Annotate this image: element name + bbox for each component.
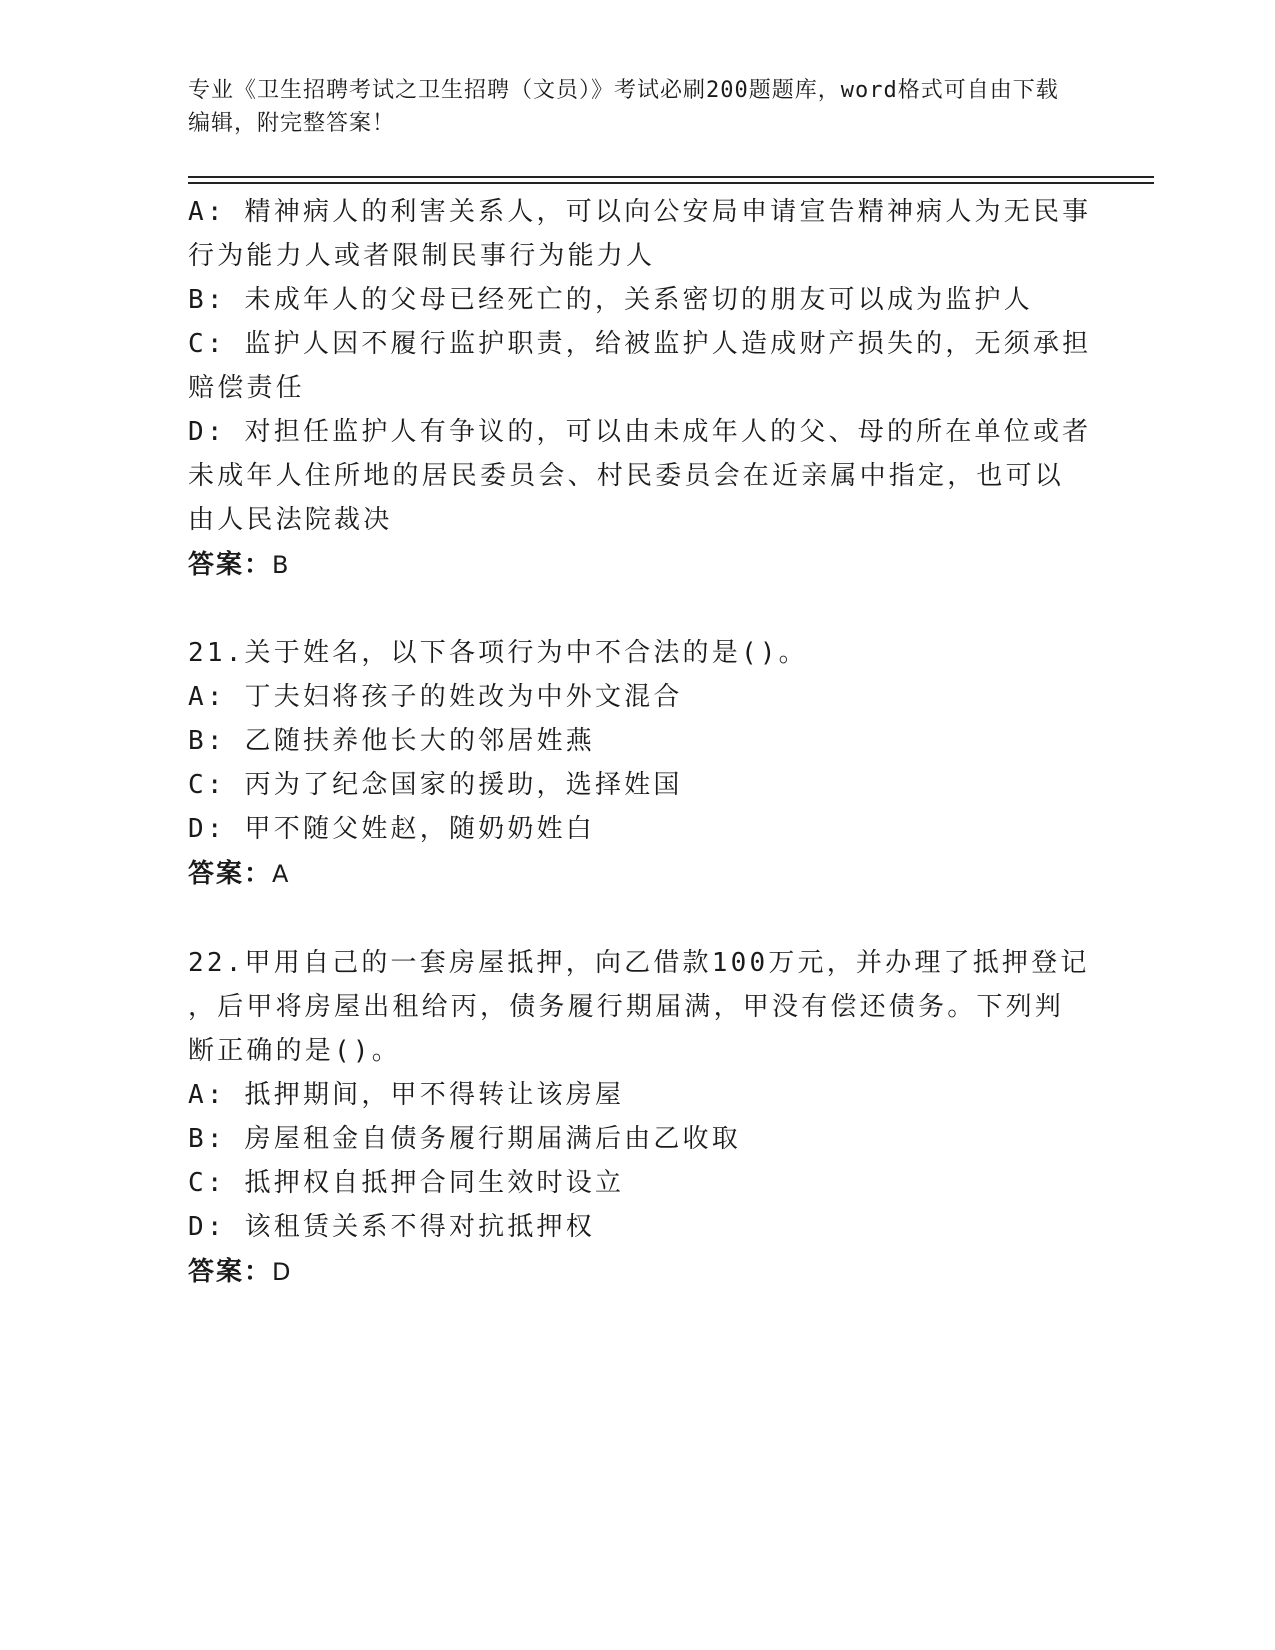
option-b: B: 房屋租金自债务履行期届满后由乙收取 [188,1124,741,1154]
question-stem-line-1: 22.甲用自己的一套房屋抵押，向乙借款100万元，并办理了抵押登记 [188,948,1090,978]
header-divider-bottom [188,182,1154,184]
answer-label: 答案： [188,550,273,580]
answer-value: A [272,860,289,888]
option-c-line-1: C: 监护人因不履行监护职责，给被监护人造成财产损失的，无须承担 [188,329,1092,359]
option-c: C: 丙为了纪念国家的援助，选择姓国 [188,770,683,800]
option-d: D: 甲不随父姓赵，随奶奶姓白 [188,814,595,844]
answer-label: 答案： [188,859,273,889]
answer-label: 答案： [188,1257,273,1287]
answer [188,548,288,582]
option-a: A: 抵押期间，甲不得转让该房屋 [188,1080,625,1110]
option-c-line-2: 赔偿责任 [188,373,305,403]
answer-value: D [272,1258,291,1286]
option-d-line-1: D: 对担任监护人有争议的，可以由未成年人的父、母的所在单位或者 [188,417,1092,447]
option-d: D: 该租赁关系不得对抗抵押权 [188,1212,595,1242]
answer [188,857,288,891]
option-b: B: 乙随扶养他长大的邻居姓燕 [188,726,595,756]
option-d-line-2: 未成年人住所地的居民委员会、村民委员会在近亲属中指定，也可以 [188,461,1065,491]
option-d-line-3: 由人民法院裁决 [188,505,393,535]
option-a-line-2: 行为能力人或者限制民事行为能力人 [188,241,656,271]
document-header: 专业《卫生招聘考试之卫生招聘（文员）》考试必刷200题题库，word格式可自由下载编辑，附完整答案！ [188,78,1059,136]
answer-value: B [272,551,289,579]
question-stem: 21.关于姓名，以下各项行为中不合法的是()。 [188,638,808,668]
header-divider-top [188,176,1154,178]
option-c: C: 抵押权自抵押合同生效时设立 [188,1168,625,1198]
question-stem-line-3: 断正确的是()。 [188,1036,401,1066]
option-b: B: 未成年人的父母已经死亡的，关系密切的朋友可以成为监护人 [188,285,1033,315]
question-stem-line-2: ，后甲将房屋出租给丙，债务履行期届满，甲没有偿还债务。下列判 [188,992,1065,1022]
answer [188,1255,291,1289]
option-a: A: 丁夫妇将孩子的姓改为中外文混合 [188,682,683,712]
option-a-line-1: A: 精神病人的利害关系人，可以向公安局申请宣告精神病人为无民事 [188,197,1092,227]
